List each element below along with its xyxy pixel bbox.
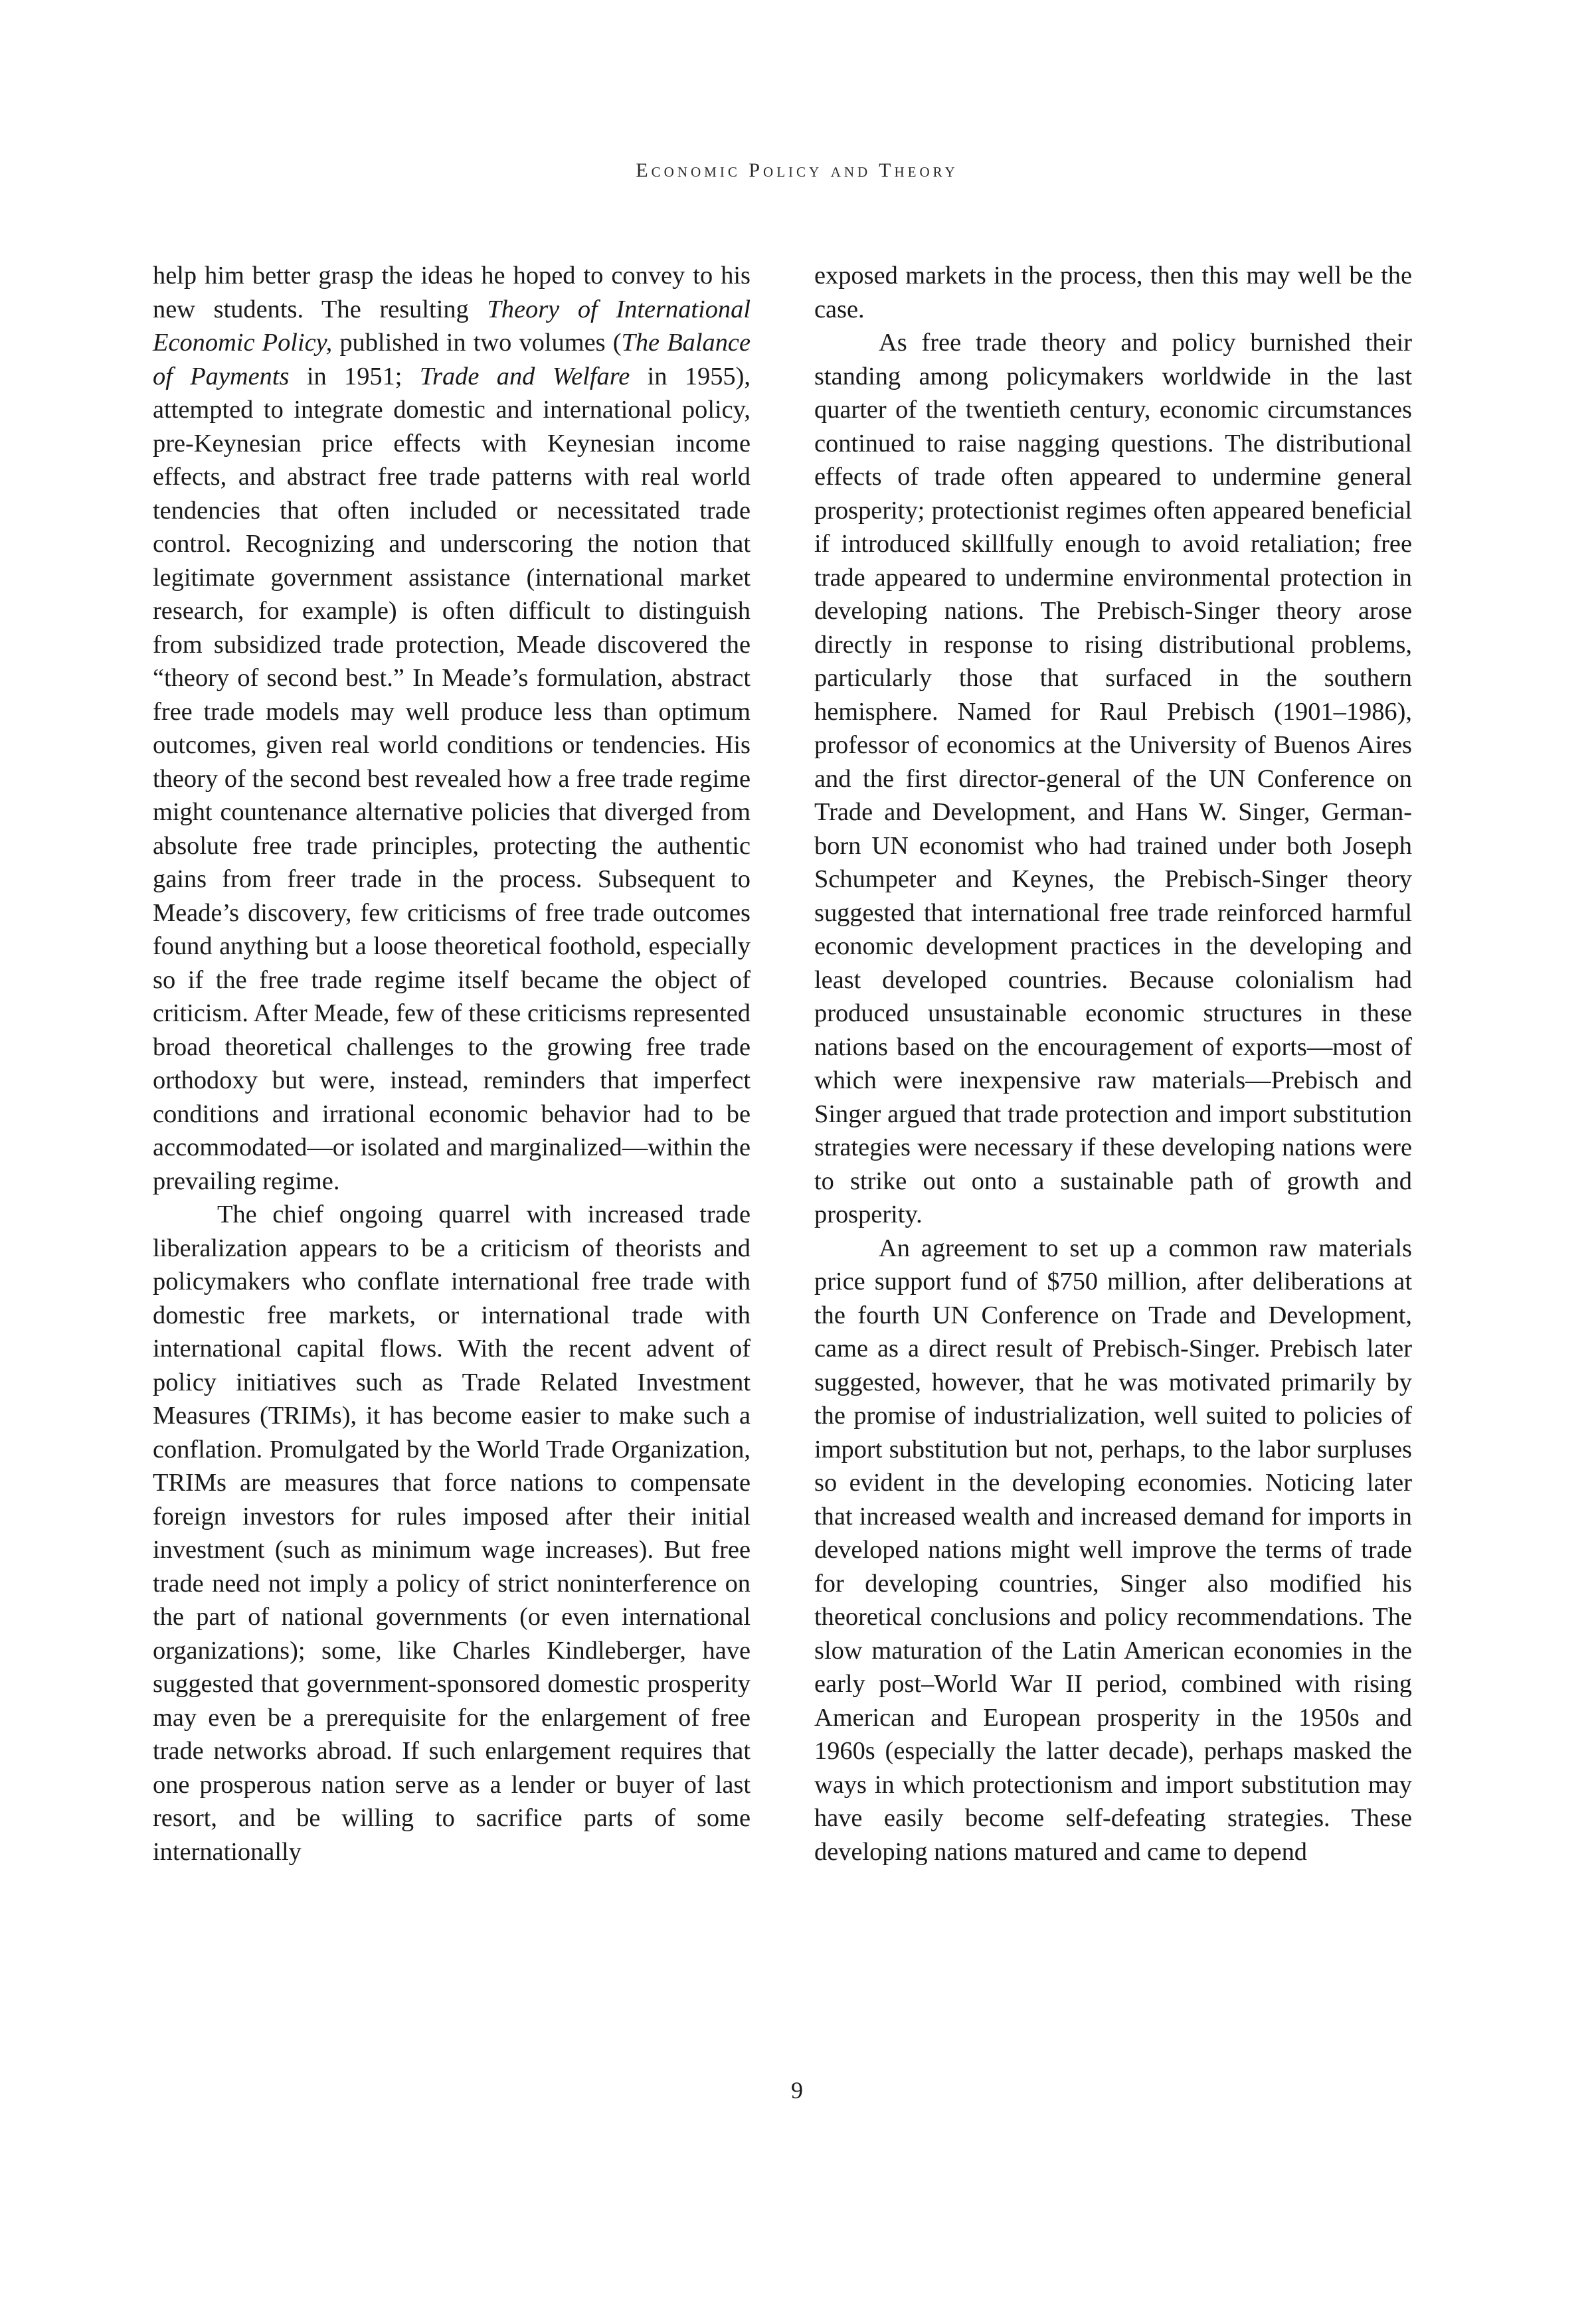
- text-run: in 1951;: [289, 362, 420, 390]
- text-run: help him better grasp the ideas he hoped to convey to his new students. The resulting: [153, 262, 751, 323]
- book-title: The Balance of Payments: [153, 329, 751, 390]
- left-column: [153, 259, 751, 1868]
- book-title: Trade and Welfare: [419, 362, 630, 390]
- right-paragraph-2: As free trade theory and policy burnished their standing among policymakers worldwide in the last quarter of the twentieth century, economic circumstances continued to raise nagging questions. The distributional effects of trade often appeared to undermine general prosperity; protectionist regimes often appeared beneficial if introduced skillfully enough to avoid retaliation; free trade appeared to undermine environmental protection in developing nations. The Prebisch-Singer theory arose directly in response to rising distributional problems, particularly those that surfaced in the southern hemisphere. Named for Raul Prebisch (1901–1986), professor of economics at the University of Buenos Aires and the first director-general of the UN Conference on Trade and Development, and Hans W. Singer, German-born UN economist who had trained under both Joseph Schumpeter and Keynes, the Prebisch-Singer theory suggested that international free trade reinforced harmful economic development practices in the developing and least developed countries. Because colonialism had produced unsustainable economic structures in these nations based on the encouragement of exports—most of which were inexpensive raw materials—Prebisch and Singer argued that trade protection and import substitution strategies were necessary if these developing nations were to strike out onto a sustainable path of growth and prosperity.: [814, 329, 1412, 1228]
- left-paragraph-1: [153, 259, 751, 1198]
- right-paragraph-1: exposed markets in the process, then this may well be the case.: [814, 262, 1412, 323]
- right-paragraph-3: An agreement to set up a common raw materials price support fund of $750 million, after deliberations at the fourth UN Conference on Trade and Development, came as a direct result of Prebisch-Singer. Prebisch later suggested, however, that he was motivated primarily by the promise of industrialization, well suited to policies of import substitution but not, perhaps, to the labor surpluses so evident in the developing economies. Noticing later that increased wealth and increased demand for imports in developed nations might well improve the terms of trade for developing countries, Singer also modified his theoretical conclusions and policy recommendations. The slow maturation of the Latin American economies in the early post–World War II period, combined with rising American and European prosperity in the 1950s and 1960s (especially the latter decade), perhaps masked the ways in which protectionism and import substitution may have easily become self-defeating strategies. These developing nations matured and came to depend: [814, 1234, 1412, 1866]
- left-paragraph-2: The chief ongoing quarrel with increased trade liberalization appears to be a criticism of theorists and policymakers who conflate international free trade with domestic free markets, or international trade with international capital flows. With the recent advent of policy initiatives such as Trade Related Investment Measures (TRIMs), it has become easier to make such a conflation. Promulgated by the World Trade Organization, TRIMs are measures that force nations to compensate foreign investors for rules imposed after their initial investment (such as minimum wage increases). But free trade need not imply a policy of strict noninterference on the part of national governments (or even international organizations); some, like Charles Kindleberger, have suggested that government-sponsored domestic prosperity may even be a prerequisite for the enlargement of free trade networks abroad. If such enlargement requires that one prosperous nation serve as a lender or buyer of last resort, and be willing to sacrifice parts of some internationally: [153, 1201, 751, 1866]
- page-number: 9: [791, 2077, 803, 2104]
- text-run: in 1955), attempted to integrate domestic and international policy, pre-Keynesian price effects with Keynesian income effects, and abstract free trade patterns with real world tendencies that often included or necessitated trade control. Recognizing and underscoring the notion that legitimate government assistance (international market research, for example) is often difficult to distinguish from subsidized trade protection, Meade discovered the “theory of second best.” In Meade’s formulation, abstract free trade models may well produce less than optimum outcomes, given real world conditions or tendencies. His theory of the second best revealed how a free trade regime might countenance alternative policies that diverged from absolute free trade principles, protecting the authentic gains from freer trade in the process. Subsequent to Meade’s discovery, few criticisms of free trade outcomes found anything but a loose theoretical foothold, especially so if the free trade regime itself became the object of criticism. After Meade, few of these criticisms represented broad theoretical challenges to the growing free trade orthodoxy but were, instead, reminders that imperfect conditions and irrational economic behavior had to be accommodated—or isolated and marginalized—within the prevailing regime.: [153, 362, 751, 1195]
- running-head: Economic Policy and Theory: [636, 159, 958, 181]
- book-title: Theory of International Economic Policy,: [153, 295, 751, 357]
- right-column: [814, 259, 1412, 1868]
- text-run: published in two volumes (: [332, 329, 622, 357]
